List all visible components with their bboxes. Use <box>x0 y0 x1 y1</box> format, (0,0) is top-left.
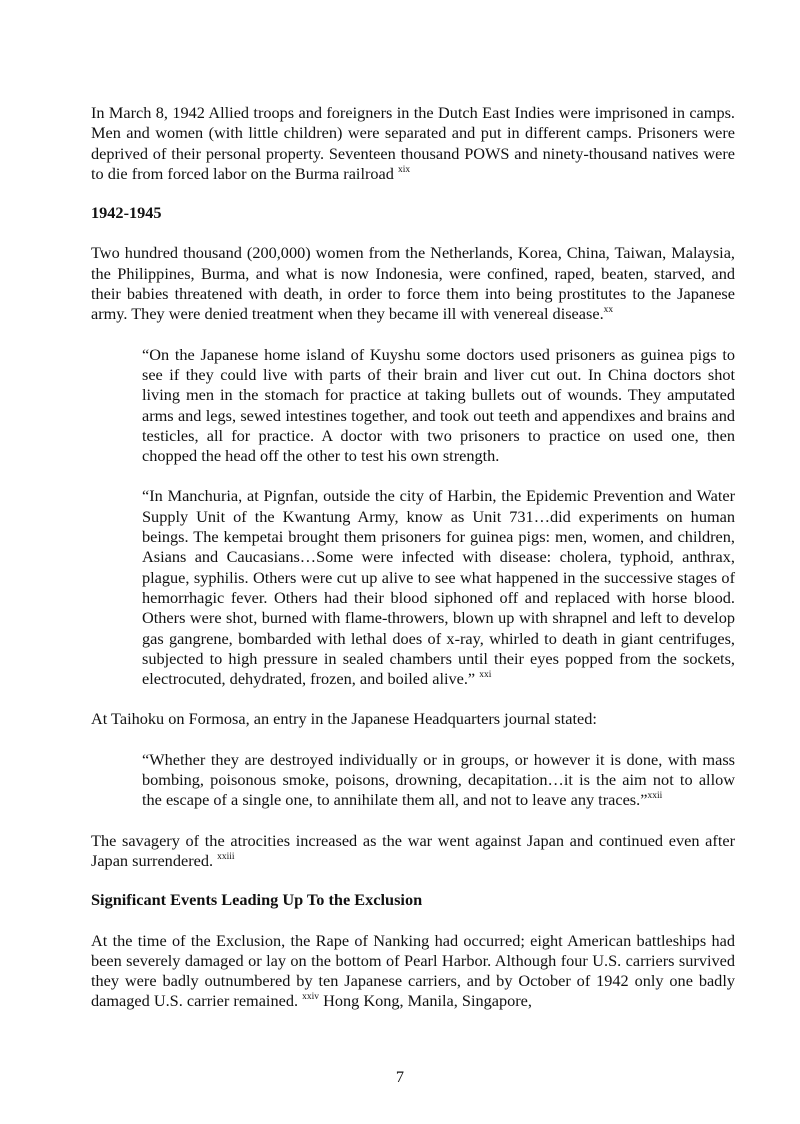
quote-kyushu: “On the Japanese home island of Kuyshu some doctors used prisoners as guinea pigs to see if they could live with parts of their brain and liver cut out. In China doctors shot living men in the stomach for practice at taking bullets out of wounds. They amputated arms and legs, sewed intestines together, and took out teeth and appendixes and brains and testicles, all for practice. A doctor with two prisoners to practice on used one, then chopped the head off the other to test his own strength. <box>142 344 735 466</box>
quote-text: “In Manchuria, at Pignfan, outside the city of Harbin, the Epidemic Prevention and Water Supply Unit of the Kwantung Army, know as Unit 731…did experiments on human beings. The kempetai brought them prisoners for guinea pigs: men, women, and children, Asians and Caucasians…Some were infected with disease: cholera, typhoid, anthrax, plague, syphilis. Others were cut up alive to see what happened in the successive stages of hemorrhagic fever. Others had their blood siphoned off and replaced with horse blood. Others were shot, burned with flame-throwers, blown up with shrapnel and left to develop gas gangrene, bombarded with lethal does of x-ray, whirled to death in giant centrifuges, subjected to high pressure in sealed chambers until their eyes popped from the sockets, electrocuted, dehydrated, frozen, and boiled alive.” <box>142 486 735 689</box>
paragraph-savagery <box>91 831 735 872</box>
quote-headquarters-journal <box>142 750 735 811</box>
paragraph-text-tail: Hong Kong, Manila, Singapore, <box>319 991 532 1011</box>
footnote-ref: xxiv <box>302 992 319 1003</box>
paragraph-taihoku: At Taihoku on Formosa, an entry in the Japanese Headquarters journal stated: <box>91 709 597 729</box>
footnote-ref: xix <box>397 164 411 175</box>
paragraph-text: In March 8, 1942 Allied troops and foreigners in the Dutch East Indies were imprisoned in camps. Men and women (with little children) were separated and put in different camps. Prisoners were deprived of their personal property. Seventeen thousand POWS and ninety-thousand natives were to die from forced labor on the Burma railroad <box>91 103 735 183</box>
paragraph-text: The savagery of the atrocities increased as the war went against Japan and continued even after Japan surrendered. <box>91 830 735 870</box>
paragraph-text: At the time of the Exclusion, the Rape of Nanking had occurred; eight American battleships had been severely damaged or lay on the bottom of Pearl Harbor. Although four U.S. carriers survived they were badly outnumbered by ten Japanese carriers, and by October of 1942 only one badly damaged U.S. carrier remained. <box>91 930 735 1011</box>
quote-text: “Whether they are destroyed individually or in groups, or however it is done, with mass bombing, poisonous smoke, poisons, drowning, decapitation…it is the aim not to allow the escape of a single one, to annihilate them all, and not to leave any traces.” <box>142 749 735 810</box>
footnote-ref: xxii <box>647 791 663 802</box>
footnote-ref: xxiii <box>217 851 235 862</box>
quote-manchuria <box>142 486 735 689</box>
paragraph-text: Two hundred thousand (200,000) women from the Netherlands, Korea, China, Taiwan, Malaysia, the Philippines, Burma, and what is now Indonesia, were confined, raped, beaten, starved, and their babies threatened with death, in order to force them into being prostitutes to the Japanese army. They were denied treatment when they became ill with venereal disease. <box>91 243 735 324</box>
section-heading-significant-events: Significant Events Leading Up To the Exclusion <box>91 890 423 910</box>
paragraph-two-hundred-thousand <box>91 243 735 324</box>
paragraph-dutch-east-indies <box>91 103 735 184</box>
section-heading-1942-1945: 1942-1945 <box>91 203 162 223</box>
paragraph-exclusion <box>91 931 735 1012</box>
body-text <box>91 103 735 1012</box>
footnote-ref: xx <box>603 305 614 316</box>
page-number: 7 <box>395 1067 405 1086</box>
footnote-ref: xxi <box>479 670 492 681</box>
